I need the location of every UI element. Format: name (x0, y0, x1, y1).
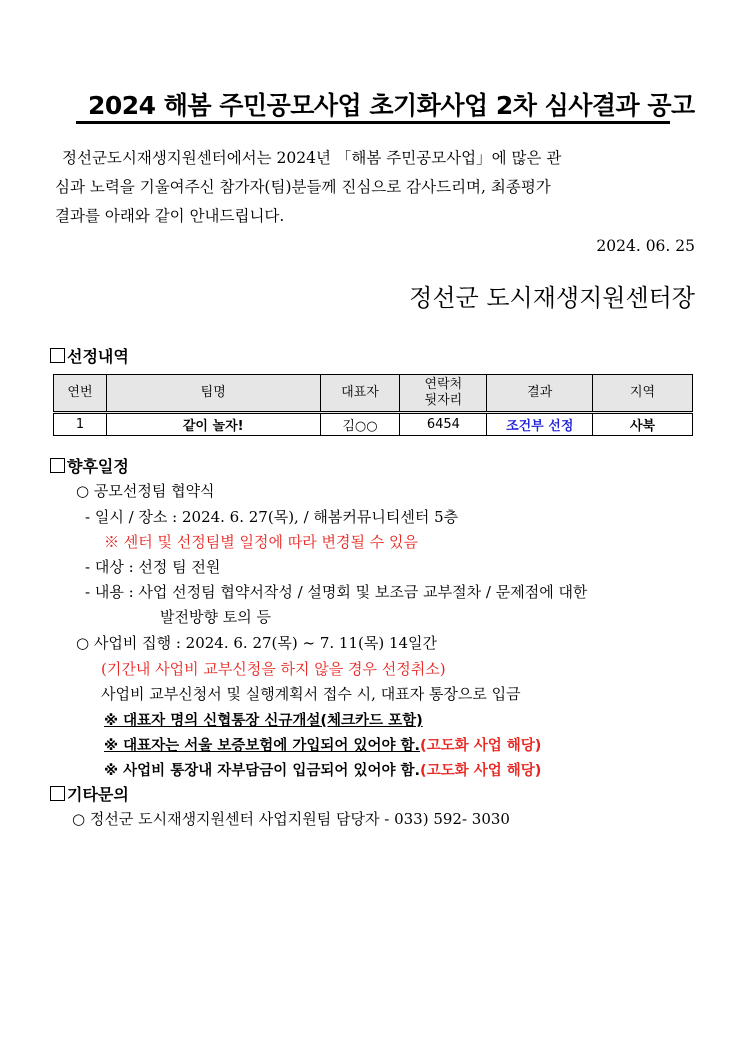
intro-line-1: 정선군도시재생지원센터에서는 2024년 「해봄 주민공모사업」에 많은 관 (62, 149, 562, 167)
checkbox-square-icon (50, 458, 65, 473)
cell-team: 같이 놀자! (106, 413, 320, 436)
selection-table (53, 374, 693, 436)
intro-line-2: 심과 노력을 기울여주신 참가자(팀)분들께 진심으로 감사드리며, 최종평가 (55, 178, 551, 196)
section-heading-selection: 선정내역 (50, 344, 129, 367)
schedule-item-note: ※ 센터 및 선정팀별 일정에 따라 변경될 수 있음 (104, 533, 418, 551)
schedule-item-content-cont: 발전방향 토의 등 (160, 608, 271, 626)
note-self-funding: ※ 사업비 통장내 자부담금이 입금되어 있어야 함.(고도화 사업 해당) (104, 763, 542, 779)
note-bank-account: ※ 대표자 명의 신협통장 신규개설(체크카드 포함) (104, 713, 423, 729)
header-no: 연번 (54, 375, 107, 413)
schedule-item-target: - 대상 : 선정 팀 전원 (85, 558, 221, 576)
schedule-budget-desc: 사업비 교부신청서 및 실행계획서 접수 시, 대표자 통장으로 입금 (101, 685, 521, 703)
schedule-item-budget: ○ 사업비 집행 : 2024. 6. 27(목) ~ 7. 11(목) 14일간 (76, 634, 438, 652)
schedule-budget-warning: (기간내 사업비 교부신청을 하지 않을 경우 선정취소) (101, 660, 446, 678)
header-leader: 대표자 (320, 375, 400, 413)
cell-leader: 김○○ (320, 413, 400, 436)
schedule-item-agreement: ○ 공모선정팀 협약식 (76, 482, 215, 500)
header-result: 결과 (487, 375, 593, 413)
cell-contact: 6454 (400, 413, 487, 436)
checkbox-square-icon (50, 348, 65, 363)
schedule-item-date: - 일시 / 장소 : 2024. 6. 27(목), / 해봄커뮤니티센터 5층 (85, 508, 459, 526)
checkbox-square-icon (50, 786, 65, 801)
cell-region: 사북 (593, 413, 693, 436)
section-heading-contact: 기타문의 (50, 782, 129, 805)
page-title: 2024 해봄 주민공모사업 초기화사업 2차 심사결과 공고 (88, 91, 695, 120)
header-team: 팀명 (106, 375, 320, 413)
signer: 정선군 도시재생지원센터장 (409, 284, 695, 312)
section-heading-schedule: 향후일정 (50, 454, 129, 477)
header-contact: 연락처 뒷자리 (400, 375, 487, 413)
schedule-item-content: - 내용 : 사업 선정팀 협약서작성 / 설명회 및 보조금 교부절차 / 문제점에 대한 (85, 583, 588, 601)
cell-no: 1 (54, 413, 107, 436)
title-underline (76, 121, 670, 124)
table-row (54, 413, 693, 436)
intro-line-3: 결과를 아래와 같이 안내드립니다. (55, 207, 285, 225)
announcement-date: 2024. 06. 25 (596, 237, 695, 255)
contact-info: ○ 정선군 도시재생지원센터 사업지원팀 담당자 - 033) 592- 3030 (72, 810, 510, 828)
cell-result: 조건부 선정 (487, 413, 593, 436)
header-region: 지역 (593, 375, 693, 413)
note-insurance: ※ 대표자는 서울 보증보험에 가입되어 있어야 함.(고도화 사업 해당) (104, 738, 542, 754)
table-header-row (54, 375, 693, 413)
